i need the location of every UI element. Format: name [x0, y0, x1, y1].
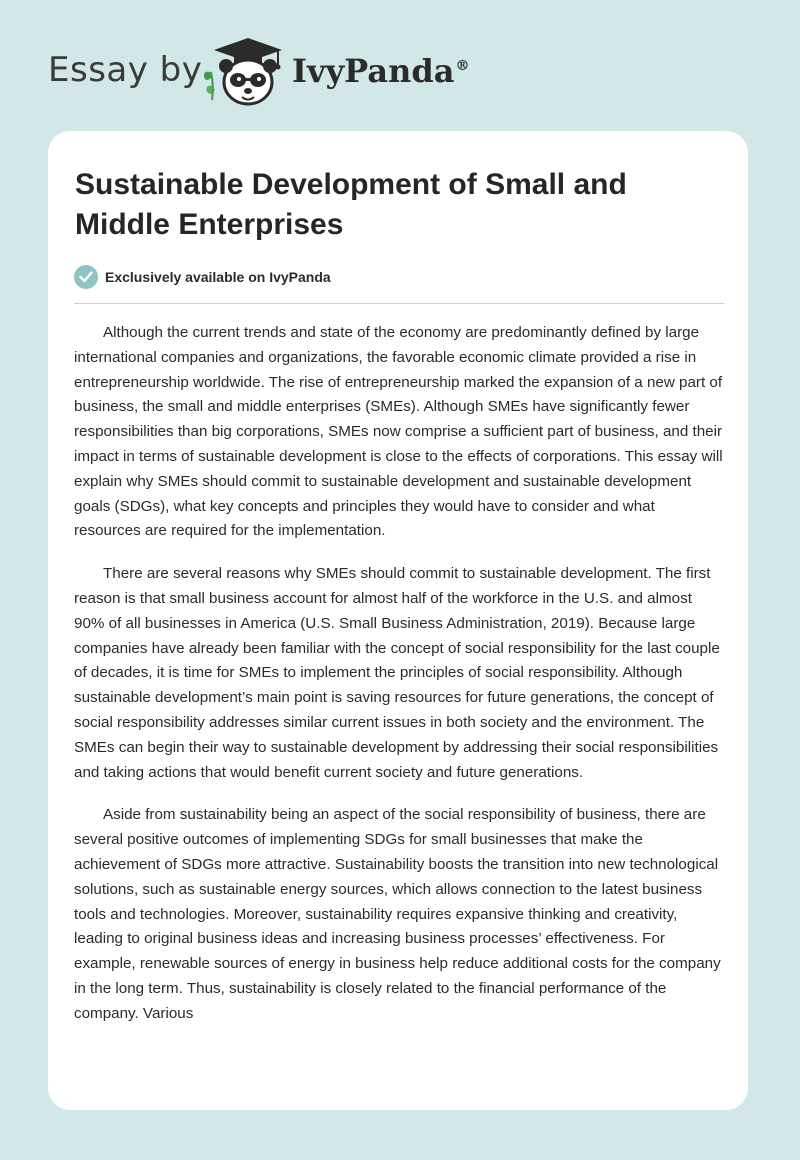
checkmark-icon — [74, 265, 98, 289]
panda-logo-icon[interactable] — [200, 36, 286, 108]
paragraph: Although the current trends and state of the economy are predominantly defined by large international companies and organizations, the favorable economic climate provided a rise in entrepreneurship worldwide. The rise of entrepreneurship marked the expansion of a new part of business, the small and middle enterprises (SMEs). Although SMEs have significantly fewer responsibilities than big corporations, SMEs now comprise a sufficient part of business, and their impact in terms of sustainable development is close to the effects of corporations. This essay will explain why SMEs should commit to sustainable development and sustainable development goals (SDGs), what key concepts and principles they would have to consider and what resources are required for the implementation. — [74, 324, 723, 540]
registered-mark: ® — [455, 58, 470, 75]
exclusive-badge — [74, 264, 331, 290]
brand-name[interactable]: IvyPanda® — [292, 52, 470, 90]
site-header — [0, 0, 800, 130]
paragraph: There are several reasons why SMEs should commit to sustainable development. The first reason is that small business account for almost half of the workforce in the U.S. and almost 90% of all businesses in America (U.S. Small Business Administration, 2019). Because large companies have already been familiar with the concept of social responsibility for the last couple of decades, it is time for SMEs to implement the principles of social responsibility. Although sustainable development’s main point is saving resources for future generations, the concept of social responsibility addresses similar current issues in both society and the environment. The SMEs can begin their way to sustainable development by addressing their social responsibilities and taking actions that would benefit current society and future generations. — [74, 565, 720, 781]
essay-by-label: Essay by — [48, 50, 203, 90]
essay-body — [74, 321, 724, 1045]
divider — [74, 303, 724, 304]
paragraph: Aside from sustainability being an aspect of the social responsibility of business, there are several positive outcomes of implementing SDGs for small businesses that make the achievement of SDGs more attractive. Sustainability boosts the transition into new technological solutions, such as sustainable energy sources, which allows connection to the latest business tools and technologies. Moreover, sustainability requires expansive thinking and creativity, leading to original business ideas and increasing business processes’ effectiveness. For example, renewable sources of energy in business help reduce additional costs for the company in the long term. Thus, sustainability is closely related to the financial performance of the company. Various — [74, 806, 721, 1022]
badge-label: Exclusively available on IvyPanda — [105, 269, 331, 285]
essay-card — [48, 131, 748, 1110]
page-title: Sustainable Development of Small and Middle Enterprises — [75, 168, 627, 241]
